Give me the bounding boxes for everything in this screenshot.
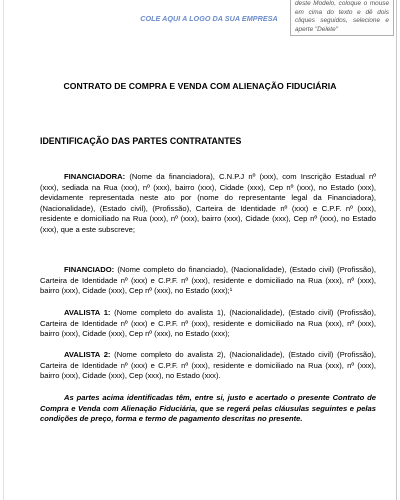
party-text: (Nome completo do avalista 1), (Nacionalidade), (Estado civil) (Profissão), Carteira de Identidade nº (xxx) e C.P.F. nº (xxx), residente e domiciliado na Rua (xxx), nº (xxx), bairro (xxx), Cidade (xxx), Cep nº (xxx), no Estado (xxx); [40,308,376,339]
party-label: FINANCIADO: [64,265,115,274]
party-financiado [40,265,376,297]
logo-placeholder[interactable]: COLE AQUI A LOGO DA SUA EMPRESA [140,14,278,23]
party-label: FINANCIADORA: [64,172,126,181]
party-text: (Nome completo do financiado), (Nacionalidade), (Estado civil) (Profissão), Carteira de Identidade nº (xxx) e C.P.F. nº (xxx), residente e domiciliado na Rua (xxx), nº (xxx), bairro (xxx), Cidade (xxx), Cep nº (xxx), no Estado (xxx);¹ [40,265,376,296]
page-edge-right [396,0,397,500]
party-financiadora [40,172,376,236]
page-edge-left [3,0,4,500]
party-avalista-1 [40,308,376,340]
instruction-note-box: deste Modelo, coloque o mouse em cima do texto e dê dois cliques seguidos, selecione e aperte "Delete" [290,0,394,36]
party-text: (Nome da financiadora), C.N.P.J nº (xxx), com Inscrição Estadual nº (xxx), sediada na Rua (xxx), nº (xxx), bairro (xxx), Cidade (xxx), Cep nº (xxx), no Estado (xxx), devidamente representada neste ato por (nome do representante legal da Financiadora), (Nacionalidade), (Estado civil), (Profissão), Carteira de Identidade nº (xxx) e C.P.F. nº (xxx), residente e domiciliado na Rua (xxx), nº (xxx), bairro (xxx), Cidade (xxx), Cep nº (xxx), no Estado (xxx), que a este subscreve; [40,172,376,234]
closing-statement: As partes acima identificadas têm, entre si, justo e acertado o presente Contrato de Compra e Venda com Alienação Fiduciária, que se regerá pelas cláusulas seguintes e pelas condições de preço, forma e termo de pagamento descritas no presente. [40,393,376,424]
party-avalista-2 [40,350,376,382]
section-heading: IDENTIFICAÇÃO DAS PARTES CONTRATANTES [40,136,242,146]
party-label: AVALISTA 2: [64,350,111,359]
party-label: AVALISTA 1: [64,308,111,317]
contract-title: CONTRATO DE COMPRA E VENDA COM ALIENAÇÃO FIDUCIÁRIA [63,81,337,91]
party-text: (Nome completo do avalista 2), (Nacionalidade), (Estado civil) (Profissão), Carteira de Identidade nº (xxx) e C.P.F. nº (xxx), residente e domiciliado na Rua (xxx), nº (xxx), bairro (xxx), Cidade (xxx), Cep (xxx), no Estado (xxx). [40,350,376,381]
